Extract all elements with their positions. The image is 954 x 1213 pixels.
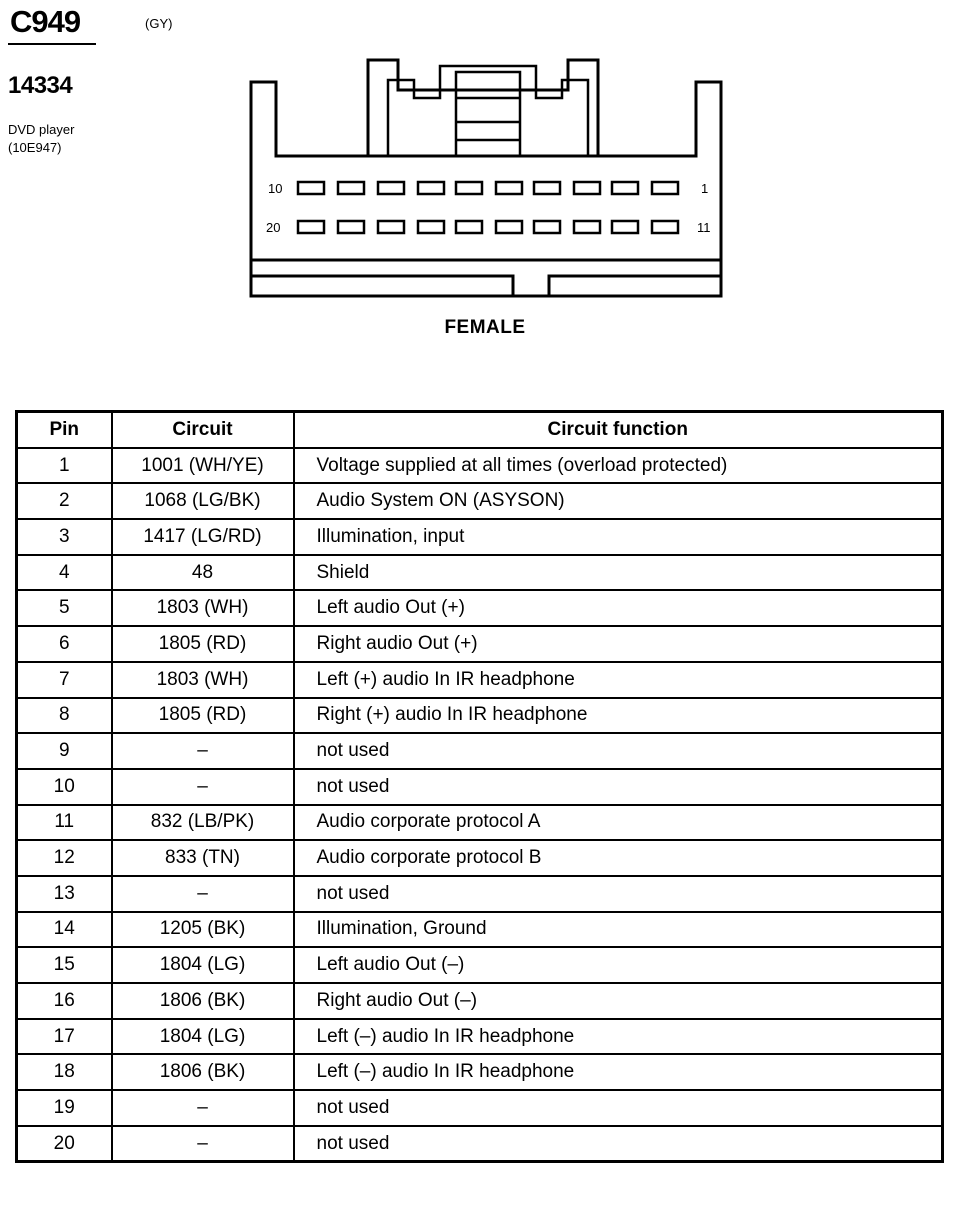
circuit-cell: 1805 (RD) [112, 626, 294, 662]
function-cell: not used [294, 733, 943, 769]
function-cell: Right audio Out (–) [294, 983, 943, 1019]
connector-gender: FEMALE [444, 317, 526, 338]
pin-cell: 4 [17, 555, 112, 591]
table-row [17, 1019, 943, 1055]
table-row [17, 626, 943, 662]
connector-color: (GY) [145, 16, 173, 31]
table-row [17, 590, 943, 626]
circuit-cell: 1068 (LG/BK) [112, 483, 294, 519]
function-cell: not used [294, 876, 943, 912]
pin-cell: 8 [17, 698, 112, 734]
cavity-13 [574, 221, 600, 233]
circuit-cell: – [112, 1090, 294, 1126]
cavity-6 [456, 182, 482, 194]
circuit-cell: 833 (TN) [112, 840, 294, 876]
function-cell: Audio corporate protocol B [294, 840, 943, 876]
pin-cell: 9 [17, 733, 112, 769]
function-cell: Right (+) audio In IR headphone [294, 698, 943, 734]
cavity-1 [652, 182, 678, 194]
cavity-5 [496, 182, 522, 194]
pin-cell: 5 [17, 590, 112, 626]
table-row [17, 483, 943, 519]
table-row [17, 947, 943, 983]
cavity-10 [298, 182, 324, 194]
function-cell: Left (+) audio In IR headphone [294, 662, 943, 698]
function-cell: Voltage supplied at all times (overload protected) [294, 448, 943, 484]
pin-cell: 19 [17, 1090, 112, 1126]
circuit-cell: 1803 (WH) [112, 590, 294, 626]
pin-cell: 10 [17, 769, 112, 805]
cavity-11 [652, 221, 678, 233]
pin-label-20: 20 [266, 220, 281, 235]
function-cell: Left audio Out (+) [294, 590, 943, 626]
table-header-row [17, 412, 943, 448]
pin-cell: 13 [17, 876, 112, 912]
circuit-cell: – [112, 1126, 294, 1162]
device-ref: (10E947) [8, 140, 62, 155]
cavity-19 [338, 221, 364, 233]
function-cell: Audio corporate protocol A [294, 805, 943, 841]
table-row [17, 698, 943, 734]
cavity-7 [418, 182, 444, 194]
function-cell: not used [294, 769, 943, 805]
function-cell: Illumination, Ground [294, 912, 943, 948]
circuit-cell: 1806 (BK) [112, 1054, 294, 1090]
circuit-cell: 1805 (RD) [112, 698, 294, 734]
circuit-cell: 1417 (LG/RD) [112, 519, 294, 555]
connector-body [251, 82, 721, 296]
circuit-cell: 48 [112, 555, 294, 591]
pinout-table [15, 410, 944, 1163]
table-row [17, 662, 943, 698]
cavity-20 [298, 221, 324, 233]
pin-cell: 16 [17, 983, 112, 1019]
circuit-cell: 1804 (LG) [112, 947, 294, 983]
circuit-cell: – [112, 733, 294, 769]
table-row [17, 769, 943, 805]
connector-id-underline [8, 43, 96, 45]
cavity-16 [456, 221, 482, 233]
table-row [17, 733, 943, 769]
pin-cell: 17 [17, 1019, 112, 1055]
device-description [8, 121, 74, 157]
device-name: DVD player [8, 122, 75, 137]
circuit-cell: 1806 (BK) [112, 983, 294, 1019]
pin-cell: 11 [17, 805, 112, 841]
cavity-18 [378, 221, 404, 233]
circuit-cell: – [112, 769, 294, 805]
circuit-cell: – [112, 876, 294, 912]
pin-cavities [298, 182, 678, 233]
cavity-4 [534, 182, 560, 194]
latch-inner-left [388, 66, 588, 156]
table-row [17, 555, 943, 591]
function-cell: Left (–) audio In IR headphone [294, 1054, 943, 1090]
table-row [17, 1090, 943, 1126]
function-cell: Left audio Out (–) [294, 947, 943, 983]
function-cell: Left (–) audio In IR headphone [294, 1019, 943, 1055]
cavity-14 [534, 221, 560, 233]
circuit-cell: 1001 (WH/YE) [112, 448, 294, 484]
header-function: Circuit function [294, 412, 943, 448]
connector-face-diagram [240, 50, 735, 310]
header-pin: Pin [17, 412, 112, 448]
circuit-cell: 832 (LB/PK) [112, 805, 294, 841]
cavity-2 [612, 182, 638, 194]
cavity-12 [612, 221, 638, 233]
circuit-cell: 1804 (LG) [112, 1019, 294, 1055]
function-cell: Audio System ON (ASYSON) [294, 483, 943, 519]
circuit-cell: 1205 (BK) [112, 912, 294, 948]
table-row [17, 1126, 943, 1162]
function-cell: Illumination, input [294, 519, 943, 555]
function-cell: not used [294, 1126, 943, 1162]
table-row [17, 983, 943, 1019]
cavity-17 [418, 221, 444, 233]
table-row [17, 805, 943, 841]
part-number: 14334 [8, 72, 73, 99]
pin-label-1: 1 [701, 181, 709, 196]
cavity-8 [378, 182, 404, 194]
pin-cell: 1 [17, 448, 112, 484]
table-row [17, 1054, 943, 1090]
circuit-cell: 1803 (WH) [112, 662, 294, 698]
function-cell: Shield [294, 555, 943, 591]
pin-cell: 2 [17, 483, 112, 519]
cavity-3 [574, 182, 600, 194]
bottom-key [251, 276, 721, 296]
table-row [17, 448, 943, 484]
function-cell: Right audio Out (+) [294, 626, 943, 662]
pin-cell: 18 [17, 1054, 112, 1090]
pin-cell: 15 [17, 947, 112, 983]
cavity-15 [496, 221, 522, 233]
latch-outline [368, 60, 598, 156]
table-row [17, 840, 943, 876]
table-row [17, 519, 943, 555]
pin-cell: 7 [17, 662, 112, 698]
pin-cell: 20 [17, 1126, 112, 1162]
pin-cell: 3 [17, 519, 112, 555]
table-row [17, 876, 943, 912]
latch-bars [456, 98, 520, 140]
pin-cell: 6 [17, 626, 112, 662]
pin-cell: 14 [17, 912, 112, 948]
table-row [17, 912, 943, 948]
function-cell: not used [294, 1090, 943, 1126]
pin-label-11: 11 [697, 220, 711, 235]
cavity-9 [338, 182, 364, 194]
header-circuit: Circuit [112, 412, 294, 448]
connector-id: C949 [10, 4, 81, 39]
pin-cell: 12 [17, 840, 112, 876]
latch-slot [456, 72, 520, 156]
pin-label-10: 10 [268, 181, 283, 196]
